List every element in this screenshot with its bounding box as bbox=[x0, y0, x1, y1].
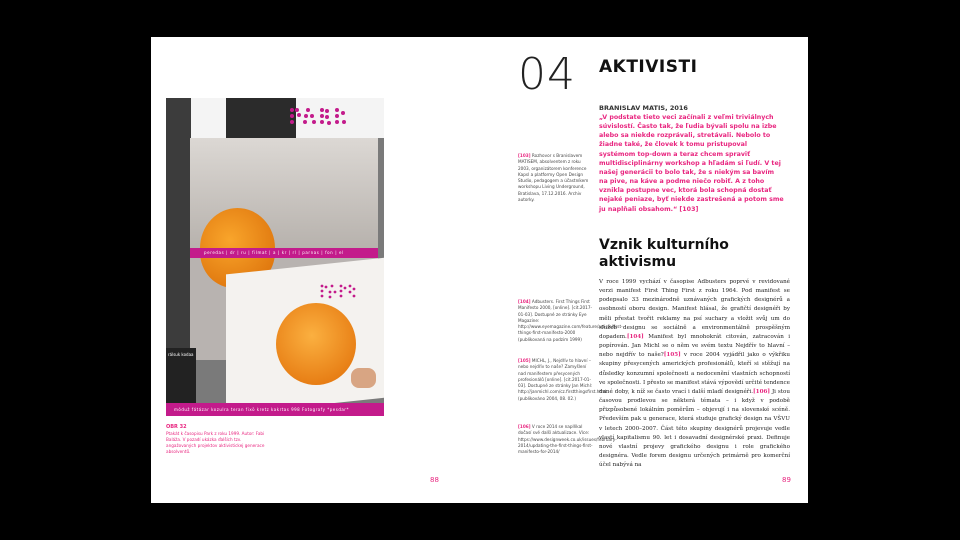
footnote-ref: [106] bbox=[518, 424, 531, 429]
footnote-104 bbox=[518, 299, 623, 343]
body-paragraph-part: Manifest byl mnohokrát citován, zatracován i popírován. Jan Michl se o něm ve svém textu Nejdřív to hlavní – nebo nejdřív to naše? bbox=[599, 333, 790, 359]
chapter-number: 04 bbox=[518, 49, 576, 100]
magazine-photo bbox=[166, 98, 384, 416]
footnote-ref: [103] bbox=[518, 153, 531, 158]
figure-label: OBR 32 bbox=[166, 424, 187, 430]
footnote-text: Adbusters. First Things First Manifesto 2000, [online]. [cit.2017-01-03]. Dostupné ze stránky Eye Magazine: http://www.eyemagazine.com/feature/article/first-things-first-manifesto-2000 (publikovaná na podzim 1999) bbox=[518, 299, 623, 342]
hand bbox=[351, 368, 376, 388]
side-text: rálsuk kodaa bbox=[168, 352, 194, 357]
footnote-ref: [105] bbox=[518, 358, 531, 363]
body-paragraph-part: V roce 1999 vychází v časopise Adbusters poprvé v revidované verzi manifest First Thing First z roku 1964. Pod manifest se podepsalo 33 mezinárodně uznávaných grafických designérů a osobností oboru design. Manifest hlásal, že grafičtí designéři by měli přestat tvořit reklamy na psí suchary a vložit svůj um do služeb designu se sociálně a environmentálně prospěšným dopadem. bbox=[599, 279, 790, 340]
park-logo-small bbox=[318, 280, 358, 304]
page-number-right: 89 bbox=[782, 476, 791, 484]
park-logo bbox=[286, 102, 356, 136]
figure-caption-text: Ptakát k časopisu Park z roku 1999. Autor: Fabi Baláža. V pozadí ukázka ďalších tzv. angažovaných projektov aktivistickej generace absolventů. bbox=[166, 431, 265, 454]
bottom-band-text: móduž fátázar kozulra teran fixö kretz kakrtas 998 Fotografy *pesdar* bbox=[174, 407, 349, 412]
body-text bbox=[599, 278, 790, 470]
footnote-105 bbox=[518, 358, 607, 402]
footnote-text: V roce 2014 se naplňkal dočasí své další aktualizace. Více: https://www.designweek.co.uk/issues/february-2014/updating-the-first-things-first-manifesto-for-2014/ bbox=[518, 424, 617, 454]
pull-quote-text: „V podstate tieto veci začínali z veľmi triviálnych súvislostí. Často tak, že ľudia bývali spolu na izbe alebo sa niekde rozprávali, stretávali. Nebolo to žiadne také, že človek k tomu pristupoval systémom top-down a teraz chcem spraviť multidisciplinárny workshop a hľadám si ľudí. V tej našej generácii to bolo tak, že s niekým sa bavím na pive, na káve a podme niečo robiť. A z toho vznikla postupne vec, ktorá bola schopná dostať nejaké peniaze, byť niekde zastrešená a potom sme ju naplňali obsahom.“ bbox=[599, 114, 784, 213]
body-paragraph-part: Ji stou časovou prodlevou se některá témata – i když v podobě přizpůsobené lokálním poměrům – objevují i na slovenské scéně. Především pak u generace, která studuje grafický design na VŠVU v letech 2000–2007. Část této skupiny designérů projevuje vedle vlastí kapitalismu 90. let i dosavadní designérské praxi. Definuje nové vlastní projevy grafického designu i role grafického designéra. Vedle forem designu určených primárně pro komerční účel nabývá na bbox=[599, 388, 790, 469]
pull-quote-ref: [103] bbox=[679, 205, 699, 213]
magazine-band-text: peredas | dr | ru | filmat | a | kr | rl | parnas | fon | el bbox=[204, 250, 344, 255]
quote-author: BRANISLAV MATIS, 2016 bbox=[599, 104, 688, 112]
body-paragraph-part: v roce 2004 vyjádřil jako o výkřiku skupiny přesycených amerických profesionálů, kteří si stěžují na důsledky konzumní společnosti a nedocenění vlastních schopností ve společnosti. I přesto se manifest stává výpovědí určité tendence dané doby, k níž se často vrací i další mladí designéři. bbox=[599, 352, 790, 395]
footnote-106 bbox=[518, 424, 617, 455]
pull-quote bbox=[599, 113, 784, 214]
footnote-103 bbox=[518, 153, 593, 203]
chapter-title: AKTIVISTI bbox=[599, 57, 698, 77]
body-ref: [106] bbox=[753, 388, 771, 395]
figure-caption bbox=[166, 424, 266, 455]
body-ref: [104] bbox=[626, 333, 644, 340]
pumpkin-image-front bbox=[276, 303, 356, 385]
section-heading: Vznik kulturního aktivismu bbox=[599, 237, 729, 270]
body-ref: [105] bbox=[663, 352, 681, 359]
page-number-left: 88 bbox=[430, 476, 439, 484]
footnote-text: Rozhovor s Branislavem MATISEM, absolventem z roku 2003, organizátorem konference Kapsl a platformy Open Design Studio, pedagogem a účastníkem workshopu Living Underground, Bratislava, 17.12.2016. Archiv autorky. bbox=[518, 153, 589, 202]
footnote-text: MICHL, J., Nejdřív to hlavní – nebo nejdřív to naše? Zamyšlení nad manifestem přesycených profesionálů [online]. [cit.2017-01-03]. Dostupné ze stránky Jan Michl: http://janmichl.com/cz.firstthingsfirst.html (publikováno 2004, 08. 02.) bbox=[518, 358, 607, 401]
footnote-ref: [104] bbox=[518, 299, 531, 304]
